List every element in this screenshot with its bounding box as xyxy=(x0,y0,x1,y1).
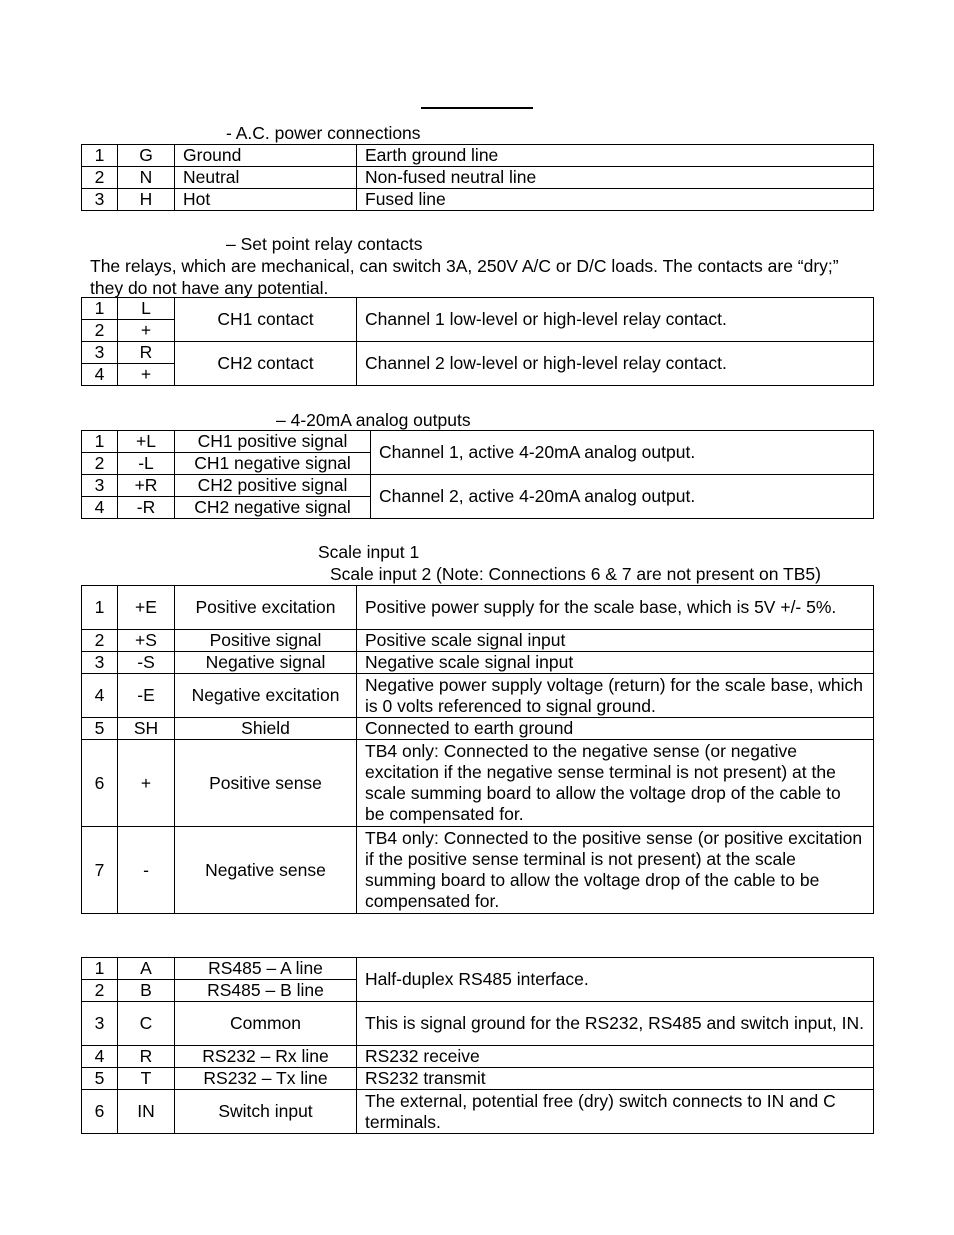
pin-description: The external, potential free (dry) switch connects to IN and C terminals. xyxy=(357,1090,874,1134)
scale-input-table xyxy=(81,585,874,914)
pin-description: RS232 transmit xyxy=(357,1068,874,1090)
table-row xyxy=(82,827,874,914)
pin-label: A xyxy=(118,958,175,980)
pin-description: Earth ground line xyxy=(357,145,874,167)
pin-label: +L xyxy=(118,431,175,453)
pin-number: 1 xyxy=(82,431,118,453)
pin-name: CH2 negative signal xyxy=(175,497,371,519)
pin-name: CH1 negative signal xyxy=(175,453,371,475)
pin-number: 2 xyxy=(82,980,118,1002)
pin-name: RS485 – B line xyxy=(175,980,357,1002)
pin-name: CH2 contact xyxy=(175,342,357,386)
pin-label: G xyxy=(118,145,175,167)
serial-table xyxy=(81,957,874,1134)
pin-name: Neutral xyxy=(175,167,357,189)
pin-name: Positive signal xyxy=(175,630,357,652)
scale-input-2-heading: Scale input 2 (Note: Connections 6 & 7 are not present on TB5) xyxy=(330,564,821,584)
pin-label: +S xyxy=(118,630,175,652)
pin-number: 3 xyxy=(82,342,118,364)
pin-label: -S xyxy=(118,652,175,674)
pin-number: 1 xyxy=(82,586,118,630)
pin-description: Channel 1 low-level or high-level relay contact. xyxy=(357,298,874,342)
pin-number: 1 xyxy=(82,145,118,167)
pin-label: + xyxy=(118,364,175,386)
table-row xyxy=(82,189,874,211)
pin-name: CH1 contact xyxy=(175,298,357,342)
table-row xyxy=(82,1002,874,1046)
pin-name: Common xyxy=(175,1002,357,1046)
pin-number: 4 xyxy=(82,364,118,386)
pin-name: CH2 positive signal xyxy=(175,475,371,497)
pin-name: CH1 positive signal xyxy=(175,431,371,453)
ac-power-table xyxy=(81,144,874,211)
table-row xyxy=(82,740,874,827)
pin-label: H xyxy=(118,189,175,211)
pin-number: 3 xyxy=(82,1002,118,1046)
pin-number: 2 xyxy=(82,320,118,342)
pin-name: Positive sense xyxy=(175,740,357,827)
relay-heading: – Set point relay contacts xyxy=(226,234,423,254)
pin-label: C xyxy=(118,1002,175,1046)
pin-name: RS485 – A line xyxy=(175,958,357,980)
pin-number: 3 xyxy=(82,652,118,674)
pin-description: Channel 1, active 4-20mA analog output. xyxy=(371,431,874,475)
pin-number: 6 xyxy=(82,740,118,827)
pin-label: +E xyxy=(118,586,175,630)
table-row xyxy=(82,342,874,364)
pin-number: 1 xyxy=(82,298,118,320)
table-row xyxy=(82,586,874,630)
pin-number: 5 xyxy=(82,718,118,740)
pin-number: 3 xyxy=(82,189,118,211)
pin-label: SH xyxy=(118,718,175,740)
table-row xyxy=(82,630,874,652)
pin-label: -L xyxy=(118,453,175,475)
table-row xyxy=(82,475,874,497)
pin-number: 2 xyxy=(82,167,118,189)
table-row xyxy=(82,167,874,189)
pin-description: Positive scale signal input xyxy=(357,630,874,652)
pin-description: Non-fused neutral line xyxy=(357,167,874,189)
pin-description: RS232 receive xyxy=(357,1046,874,1068)
pin-name: Negative signal xyxy=(175,652,357,674)
pin-name: Negative sense xyxy=(175,827,357,914)
pin-number: 4 xyxy=(82,1046,118,1068)
analog-table xyxy=(81,430,874,519)
pin-number: 2 xyxy=(82,453,118,475)
table-row xyxy=(82,298,874,320)
table-row xyxy=(82,652,874,674)
pin-description: Fused line xyxy=(357,189,874,211)
pin-label: IN xyxy=(118,1090,175,1134)
table-row xyxy=(82,674,874,718)
pin-label: B xyxy=(118,980,175,1002)
pin-description: TB4 only: Connected to the positive sense (or positive excitation if the positive sense terminal is not present) at the scale summing board to allow the voltage drop of the cable to be compensated for. xyxy=(357,827,874,914)
pin-description: Connected to earth ground xyxy=(357,718,874,740)
pin-label: + xyxy=(118,320,175,342)
pin-label: R xyxy=(118,1046,175,1068)
pin-number: 1 xyxy=(82,958,118,980)
table-row xyxy=(82,1068,874,1090)
relay-paragraph: The relays, which are mechanical, can switch 3A, 250V A/C or D/C loads. The contacts are “dry;” they do not have any potential. xyxy=(90,256,839,298)
table-row xyxy=(82,718,874,740)
pin-description: Channel 2, active 4-20mA analog output. xyxy=(371,475,874,519)
pin-label: -E xyxy=(118,674,175,718)
pin-number: 2 xyxy=(82,630,118,652)
table-row xyxy=(82,431,874,453)
heading-underline xyxy=(421,107,533,109)
pin-description: Half-duplex RS485 interface. xyxy=(357,958,874,1002)
pin-description: Negative scale signal input xyxy=(357,652,874,674)
pin-label: +R xyxy=(118,475,175,497)
pin-name: Shield xyxy=(175,718,357,740)
pin-description: Positive power supply for the scale base, which is 5V +/- 5%. xyxy=(357,586,874,630)
pin-label: N xyxy=(118,167,175,189)
pin-label: L xyxy=(118,298,175,320)
pin-name: Ground xyxy=(175,145,357,167)
pin-label: T xyxy=(118,1068,175,1090)
pin-name: Positive excitation xyxy=(175,586,357,630)
table-row xyxy=(82,145,874,167)
pin-number: 4 xyxy=(82,674,118,718)
pin-name: RS232 – Rx line xyxy=(175,1046,357,1068)
pin-description: TB4 only: Connected to the negative sense (or negative excitation if the negative sense terminal is not present) at the scale summing board to allow the voltage drop of the cable to be compensated for. xyxy=(357,740,874,827)
pin-description: This is signal ground for the RS232, RS485 and switch input, IN. xyxy=(357,1002,874,1046)
pin-name: RS232 – Tx line xyxy=(175,1068,357,1090)
pin-number: 3 xyxy=(82,475,118,497)
pin-label: - xyxy=(118,827,175,914)
relay-table xyxy=(81,297,874,386)
pin-number: 7 xyxy=(82,827,118,914)
pin-description: Negative power supply voltage (return) for the scale base, which is 0 volts referenced to signal ground. xyxy=(357,674,874,718)
pin-description: Channel 2 low-level or high-level relay contact. xyxy=(357,342,874,386)
pin-number: 5 xyxy=(82,1068,118,1090)
analog-heading: – 4-20mA analog outputs xyxy=(276,410,471,430)
table-row xyxy=(82,1090,874,1134)
pin-number: 6 xyxy=(82,1090,118,1134)
pin-label: + xyxy=(118,740,175,827)
pin-name: Switch input xyxy=(175,1090,357,1134)
table-row xyxy=(82,1046,874,1068)
pin-name: Hot xyxy=(175,189,357,211)
pin-label: R xyxy=(118,342,175,364)
table-row xyxy=(82,958,874,980)
pin-name: Negative excitation xyxy=(175,674,357,718)
scale-input-1-heading: Scale input 1 xyxy=(318,542,420,562)
ac-power-heading: - A.C. power connections xyxy=(226,123,421,143)
pin-number: 4 xyxy=(82,497,118,519)
pin-label: -R xyxy=(118,497,175,519)
